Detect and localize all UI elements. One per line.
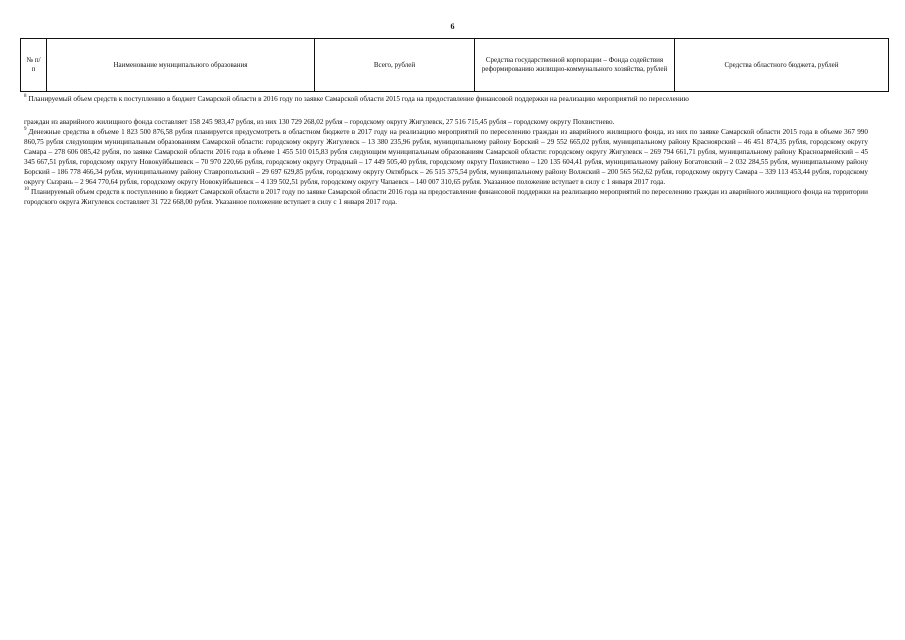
- column-header-regional-budget: Средства областного бюджета, рублей: [675, 39, 889, 92]
- header-table: [20, 38, 889, 92]
- column-header-fund: Средства государственной корпорации – Фонда содействия реформированию жилищно-коммунального хозяйства, рублей: [475, 39, 675, 92]
- footnote-8-line1: Планируемый объем средств к поступлению в бюджет Самарской области в 2016 году по заявке Самарской области 2015 года на предоставление финансовой поддержки на реализацию мероприятий по переселению: [28, 95, 689, 103]
- footnote-8-mark: 8: [24, 94, 27, 99]
- footnote-10-mark: 10: [24, 187, 29, 192]
- footnote-9: [24, 127, 868, 187]
- column-header-number: № п/п: [21, 39, 47, 92]
- page-number: 6: [450, 22, 455, 31]
- footnote-9-mark: 9: [24, 127, 27, 132]
- footnote-10-text: Планируемый объем средств к поступлению в бюджет Самарской области в 2017 году по заявке Самарской области 2016 года на предоставление финансовой поддержки на реализацию мероприятий по переселению граждан из аварийного жилищного фонда на территории городского округа Жигулевск составляет 31 722 668,00 рубля. Указанное положение вступает в силу с 1 января 2017 года.: [24, 188, 868, 206]
- column-header-total: Всего, рублей: [315, 39, 475, 92]
- footnote-8: [24, 94, 868, 104]
- footnote-9-text: Денежные средства в объеме 1 823 500 876,58 рубля планируется предусмотреть в областном бюджете в 2017 году на реализацию мероприятий по переселению граждан из аварийного жилищного фонда, из них по заявке Самарской области 2015 года в объеме 367 990 860,75 рубля следующим муниципальным образованиям Самарской области: городскому округу Жигулевск – 13 380 235,96 рубля, муниципальному району Борский – 29 552 665,02 рубля, муниципальному району Красноярский – 46 451 874,35 рубля, городскому округу Самара – 278 606 085,42 рубля, по заявке Самарской области 2016 года в объеме 1 455 510 015,83 рубля следующим муниципальным образованиям Самарской области: городскому округу Жигулевск – 269 794 661,71 рубля, муниципальному району Красноармейский – 45 345 667,51 рубля, городскому округу Новокуйбышевск – 70 970 220,66 рубля, городскому округу Отрадный – 17 449 505,40 рубля, городскому округу Похвистнево – 120 135 604,41 рубля, муниципальному району Богатовский – 2 032 284,55 рубля, муниципальному району Борский – 186 778 466,34 рубля, муниципальному району Ставропольский – 29 697 629,85 рубля, городскому округу Октябрьск – 26 515 375,54 рубля, муниципальному району Волжский – 200 565 562,62 рубля, городскому округу Самара – 339 113 453,44 рубля, городскому округу Сызрань – 2 964 770,64 рубля, городскому округу Новокуйбышевск – 4 139 502,51 рубля, городскому округу Чапаевск – 140 007 310,65 рубля. Указанное положение вступает в силу с 1 января 2017 года.: [24, 128, 868, 186]
- footnote-8-continuation: граждан из аварийного жилищного фонда составляет 158 245 983,47 рубля, из них 130 729 268,02 рубля – городскому округу Жигулевск, 27 516 715,45 рубля – городскому округу Похвистнево.: [24, 118, 615, 126]
- footnotes: [24, 94, 868, 207]
- footnote-10: [24, 187, 868, 207]
- column-header-municipality: Наименование муниципального образования: [47, 39, 315, 92]
